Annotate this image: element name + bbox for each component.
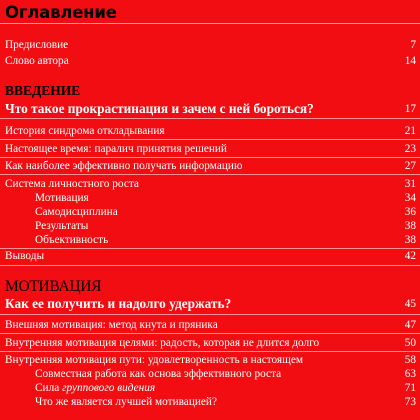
divider (0, 333, 420, 334)
entry-label: Результаты (35, 220, 89, 232)
divider (0, 139, 420, 140)
toc-subentry[interactable] (0, 232, 420, 248)
entry-label-plain: Сила (35, 382, 63, 394)
entry-page: 47 (404, 319, 416, 331)
toc-entry[interactable] (0, 123, 420, 139)
toc-subentry[interactable] (0, 394, 420, 410)
entry-label: Внутренняя мотивация пути: удовлетворенность в настоящем (5, 354, 303, 366)
chapter-title[interactable]: Что такое прокрастинация и зачем с ней бороться? (5, 101, 314, 116)
entry-page: 23 (404, 143, 416, 155)
toc-entry[interactable] (0, 141, 420, 157)
entry-page: 38 (404, 234, 416, 246)
entry-label: Совместная работа как основа эффективного роста (35, 368, 282, 380)
entry-label: Как наиболее эффективно получать информацию (5, 160, 243, 172)
chapter-page: 45 (404, 298, 416, 310)
divider (0, 314, 420, 315)
chapter-page: 17 (404, 103, 416, 115)
chapter-label-motivation: МОТИВАЦИЯ (5, 278, 102, 295)
entry-page: 14 (404, 55, 416, 67)
entry-label: Предисловие (5, 39, 69, 51)
entry-page: 63 (404, 368, 416, 380)
entry-page: 42 (404, 250, 416, 262)
entry-label: Мотивация (35, 192, 89, 204)
divider (0, 23, 420, 24)
entry-page: 27 (404, 160, 416, 172)
entry-label: Самодисциплина (35, 206, 118, 218)
entry-label: Настоящее время: паралич принятия решений (5, 143, 227, 155)
entry-label: Система личностного роста (5, 178, 139, 190)
entry-page: 34 (404, 192, 416, 204)
divider (0, 118, 420, 119)
toc-title: Оглавление (5, 3, 117, 22)
entry-page: 71 (404, 382, 416, 394)
entry-page: 31 (404, 178, 416, 190)
divider (0, 174, 420, 175)
entry-page: 7 (410, 39, 416, 51)
entry-page: 58 (404, 354, 416, 366)
entry-page: 50 (404, 337, 416, 349)
divider (0, 265, 420, 266)
entry-label: Что же является лучшей мотивацией? (35, 396, 217, 408)
entry-label: Объективность (35, 234, 109, 246)
toc-entry[interactable] (0, 317, 420, 333)
entry-label-italic: группового видения (62, 382, 156, 394)
toc-entry[interactable] (0, 248, 420, 264)
entry-label: История синдрома откладывания (5, 125, 165, 137)
toc-entry-author-word[interactable] (0, 53, 420, 69)
toc-entry[interactable] (0, 158, 420, 174)
entry-label: Внешняя мотивация: метод кнута и пряника (5, 319, 218, 331)
chapter-title[interactable]: Как ее получить и надолго удержать? (5, 296, 232, 311)
chapter-label-introduction: ВВЕДЕНИЕ (5, 83, 81, 98)
entry-page: 38 (404, 220, 416, 232)
entry-page: 36 (404, 206, 416, 218)
entry-page: 21 (404, 125, 416, 137)
entry-label: Выводы (5, 250, 45, 262)
entry-page: 73 (404, 396, 416, 408)
entry-label: Внутренняя мотивация целями: радость, которая не длится долго (5, 337, 320, 349)
entry-label: Слово автора (5, 55, 69, 67)
toc-entry-preface[interactable] (0, 37, 420, 53)
toc-entry[interactable] (0, 335, 420, 351)
